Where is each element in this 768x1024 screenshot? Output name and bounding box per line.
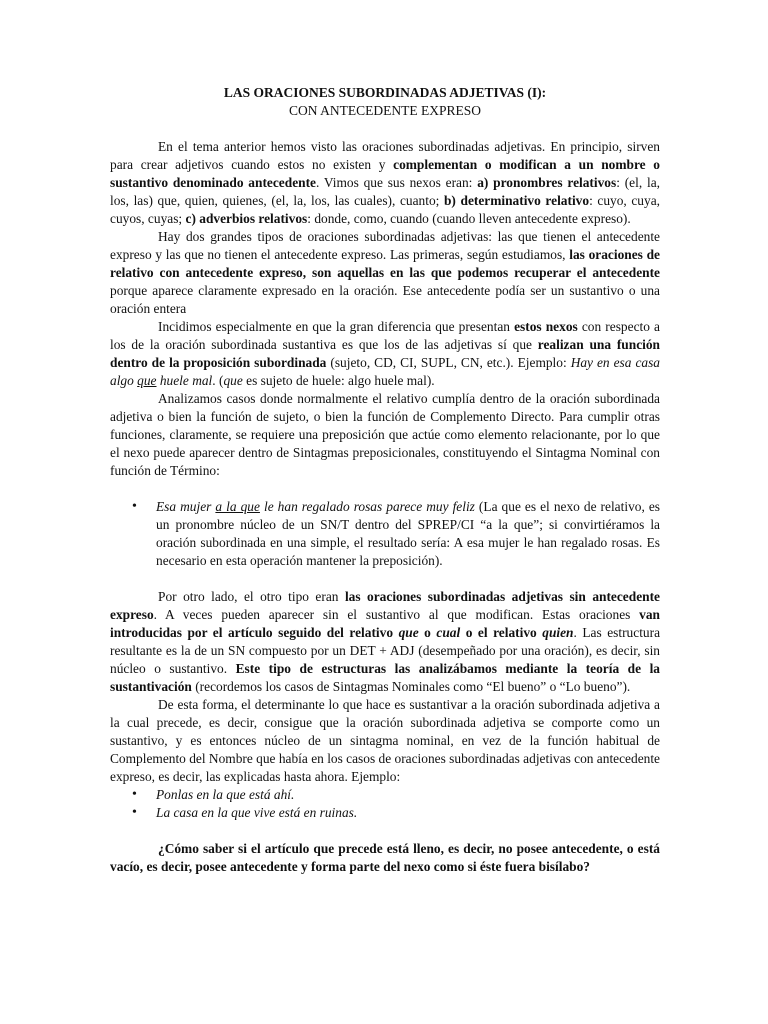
example-list-1 bbox=[110, 498, 660, 570]
list-item: • La casa en la que vive está en ruinas. bbox=[156, 804, 660, 822]
paragraph-sin-antecedente: Por otro lado, el otro tipo eran las oraciones subordinadas adjetivas sin antecedente expreso. A veces pueden aparecer sin el sustantivo al que modifican. Estas oraciones van introducidas por el artículo seguido del relativo que o cual o el relativo quien. Las estructura resultante es la de un SN compuesto por un DET + ADJ (desempeñado por una oración), es decir, sin núcleo o sustantivo. Este tipo de estructuras las analizábamos mediante la teoría de la sustantivación (recordemos los casos de Sintagmas Nominales como “El bueno” o “Lo bueno”). bbox=[110, 589, 661, 694]
closing-question: ¿Cómo saber si el artículo que precede está lleno, es decir, no posee antecedente, o está vacío, es decir, posee antecedente y forma parte del nexo como si éste fuera bisílabo? bbox=[110, 841, 660, 874]
paragraph-nexos: Incidimos especialmente en que la gran diferencia que presentan estos nexos con respecto a los de la oración subordinada sustantiva es que los de las adjetivas sí que realizan una función dentro de la proposición subordinada (sujeto, CD, CI, SUPL, CN, etc.). Ejemplo: Hay en esa casa algo que huele mal. (que es sujeto de huele: algo huele mal). bbox=[110, 319, 661, 388]
list-item: • Ponlas en la que está ahí. bbox=[156, 786, 660, 804]
document-title: LAS ORACIONES SUBORDINADAS ADJETIVAS (I): bbox=[223, 85, 547, 100]
paragraph-analysis: Analizamos casos donde normalmente el relativo cumplía dentro de la oración subordinada adjetiva o bien la función de sujeto, o bien la función de Complemento Directo. Para cumplir otras funciones, claramente, se requiere una preposición que actúe como elemento relacionante, por lo que el nexo puede aparecer dentro de Sintagmas preposicionales, constituyendo el Sintagma Nominal con función de Término: bbox=[110, 391, 660, 478]
example-list-2 bbox=[110, 786, 660, 822]
document-subtitle: CON ANTECEDENTE EXPRESO bbox=[289, 103, 481, 118]
list-item: • Esa mujer a la que le han regalado rosas parece muy feliz (La que es el nexo de relativo, es un pronombre núcleo de un SN/T dentro del SPREP/CI “a la que”; si convirtiéramos la oración subordinada en una simple, el resultado sería: A esa mujer le han regalado rosas. Es necesario en esta operación mantener la preposición). bbox=[156, 498, 660, 570]
paragraph-sustantivacion: De esta forma, el determinante lo que hace es sustantivar a la oración subordinada adjetiva a la cual precede, es decir, consigue que la oración subordinada adjetiva se comporte como un sustantivo, y es entonces núcleo de un sintagma nominal, en vez de la función habitual de Complemento del Nombre que había en los casos de oraciones subordinadas adjetivas con antecedente expreso, es decir, las explicadas hasta ahora. Ejemplo: bbox=[110, 697, 660, 784]
paragraph-types: Hay dos grandes tipos de oraciones subordinadas adjetivas: las que tienen el antecedente expreso y las que no tienen el antecedente expreso. Las primeras, según estudiamos, las oraciones de relativo con antecedente expreso, son aquellas en las que podemos recuperar el antecedente porque aparece claramente expresado en la oración. Ese antecedente podía ser un sustantivo o una oración entera bbox=[110, 229, 660, 316]
paragraph-intro: En el tema anterior hemos visto las oraciones subordinadas adjetivas. En principio, sirven para crear adjetivos cuando estos no existen y complementan o modifican a un nombre o sustantivo denominado antecedente. Vimos que sus nexos eran: a) pronombres relativos: (el, la, los, las) que, quien, quienes, (el, la, los, las cuales), cuanto; b) determinativo relativo: cuyo, cuya, cuyos, cuyas; c) adverbios relativos: donde, como, cuando (cuando lleven antecedente expreso). bbox=[110, 139, 660, 226]
document-page bbox=[110, 84, 660, 876]
